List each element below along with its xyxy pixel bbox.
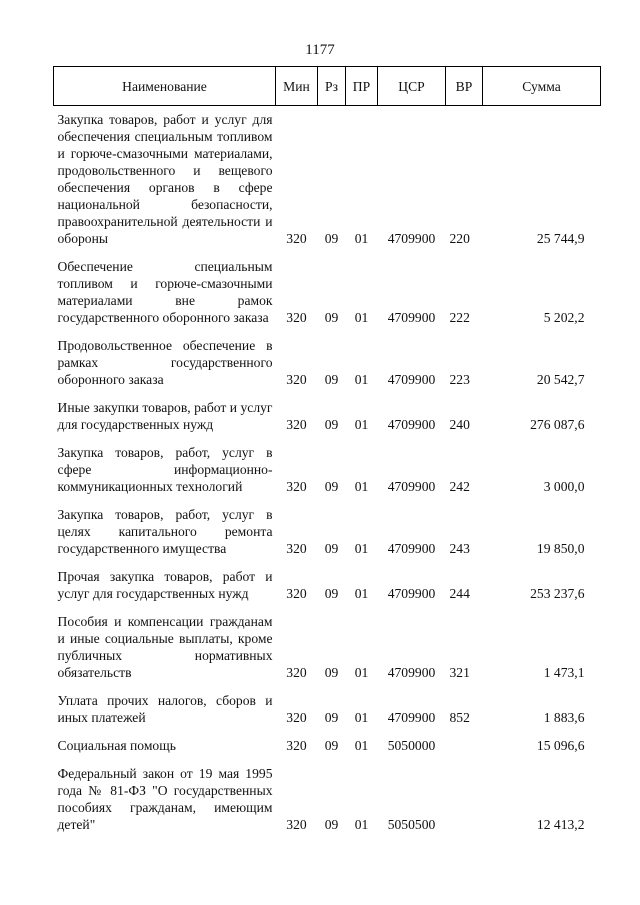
- row-csr: 5050000: [387, 738, 436, 753]
- row-csr: 4709900: [387, 372, 436, 387]
- table-row: [54, 439, 601, 501]
- row-rz: 09: [324, 665, 339, 680]
- row-rz: 09: [324, 541, 339, 556]
- row-name: Закупка товаров, работ и услуг для обеспечения специальным топливом и горюче-смазочными материалами, продовольственного и вещевого обеспечения органов в сфере национальной безопасности, правоохранительной деятельности и обороны: [57, 112, 273, 246]
- row-name: Федеральный закон от 19 мая 1995 года № 81-ФЗ "О государственных пособиях гражданам, имеющим детей": [57, 766, 273, 832]
- row-csr: 4709900: [387, 231, 436, 246]
- row-pr: 01: [354, 665, 369, 680]
- row-pr: 01: [354, 372, 369, 387]
- row-pr: 01: [354, 586, 369, 601]
- row-csr: 4709900: [387, 665, 436, 680]
- row-sum: 1 473,1: [543, 665, 585, 680]
- row-pr: 01: [354, 738, 369, 753]
- row-pr: 01: [354, 817, 369, 832]
- row-sum: 12 413,2: [536, 817, 585, 832]
- row-sum: 3 000,0: [543, 479, 585, 494]
- row-sum: 20 542,7: [536, 372, 585, 387]
- row-name: Уплата прочих налогов, сборов и иных платежей: [57, 693, 273, 725]
- table-row: [54, 106, 601, 254]
- row-vr: [446, 732, 483, 760]
- row-vr: 220: [449, 231, 470, 246]
- row-pr: 01: [354, 417, 369, 432]
- row-rz: 09: [324, 738, 339, 753]
- row-sum: 25 744,9: [536, 231, 585, 246]
- row-name: Социальная помощь: [57, 738, 176, 753]
- row-vr: [446, 760, 483, 839]
- row-rz: 09: [324, 231, 339, 246]
- row-min: 320: [286, 665, 307, 680]
- row-csr: 5050500: [387, 817, 436, 832]
- budget-table: [53, 66, 601, 839]
- row-min: 320: [286, 479, 307, 494]
- row-name: Иные закупки товаров, работ и услуг для государственных нужд: [57, 400, 273, 432]
- row-name: Пособия и компенсации гражданам и иные социальные выплаты, кроме публичных нормативных обязательств: [57, 614, 273, 680]
- row-csr: 4709900: [387, 710, 436, 725]
- row-name: Закупка товаров, работ, услуг в сфере информационно-коммуникационных технологий: [57, 445, 273, 494]
- table-row: [54, 332, 601, 394]
- row-min: 320: [286, 817, 307, 832]
- table-header-row: [54, 67, 601, 106]
- table-row: [54, 501, 601, 563]
- row-rz: 09: [324, 710, 339, 725]
- row-csr: 4709900: [387, 479, 436, 494]
- row-sum: 5 202,2: [543, 310, 585, 325]
- row-pr: 01: [354, 710, 369, 725]
- table-row: [54, 563, 601, 608]
- row-vr: 321: [449, 665, 470, 680]
- row-min: 320: [286, 586, 307, 601]
- row-sum: 253 237,6: [530, 586, 585, 601]
- row-pr: 01: [354, 541, 369, 556]
- row-sum: 276 087,6: [530, 417, 585, 432]
- row-pr: 01: [354, 310, 369, 325]
- row-min: 320: [286, 541, 307, 556]
- table-row: [54, 253, 601, 332]
- row-name: Закупка товаров, работ, услуг в целях капитального ремонта государственного имущества: [57, 507, 273, 556]
- row-rz: 09: [324, 586, 339, 601]
- row-rz: 09: [324, 417, 339, 432]
- header-rz: Рз: [318, 67, 346, 106]
- row-sum: 1 883,6: [543, 710, 585, 725]
- row-rz: 09: [324, 817, 339, 832]
- row-csr: 4709900: [387, 586, 436, 601]
- row-vr: 222: [449, 310, 470, 325]
- header-vr: ВР: [446, 67, 483, 106]
- row-pr: 01: [354, 479, 369, 494]
- header-pr: ПР: [346, 67, 378, 106]
- row-csr: 4709900: [387, 310, 436, 325]
- row-csr: 4709900: [387, 541, 436, 556]
- row-min: 320: [286, 372, 307, 387]
- row-vr: 242: [449, 479, 470, 494]
- row-min: 320: [286, 310, 307, 325]
- table-row: [54, 608, 601, 687]
- row-vr: 223: [449, 372, 470, 387]
- header-csr: ЦСР: [378, 67, 446, 106]
- row-min: 320: [286, 417, 307, 432]
- table-row: [54, 687, 601, 732]
- row-min: 320: [286, 710, 307, 725]
- row-vr: 240: [449, 417, 470, 432]
- row-vr: 852: [449, 710, 470, 725]
- header-min: Мин: [276, 67, 318, 106]
- row-name: Продовольственное обеспечение в рамках государственного оборонного заказа: [57, 338, 273, 387]
- row-vr: 243: [449, 541, 470, 556]
- row-name: Обеспечение специальным топливом и горюче-смазочными материалами вне рамок государственного оборонного заказа: [57, 259, 273, 325]
- row-pr: 01: [354, 231, 369, 246]
- row-rz: 09: [324, 372, 339, 387]
- page-number: 1177: [305, 42, 335, 58]
- row-rz: 09: [324, 479, 339, 494]
- row-sum: 19 850,0: [536, 541, 585, 556]
- row-csr: 4709900: [387, 417, 436, 432]
- table-row: [54, 732, 601, 760]
- row-min: 320: [286, 738, 307, 753]
- header-sum: Сумма: [483, 67, 601, 106]
- table-row: [54, 760, 601, 839]
- row-name: Прочая закупка товаров, работ и услуг для государственных нужд: [57, 569, 273, 601]
- row-vr: 244: [449, 586, 470, 601]
- row-min: 320: [286, 231, 307, 246]
- table-body: [54, 106, 601, 840]
- table-row: [54, 394, 601, 439]
- header-name: Наименование: [54, 67, 276, 106]
- row-rz: 09: [324, 310, 339, 325]
- row-sum: 15 096,6: [536, 738, 585, 753]
